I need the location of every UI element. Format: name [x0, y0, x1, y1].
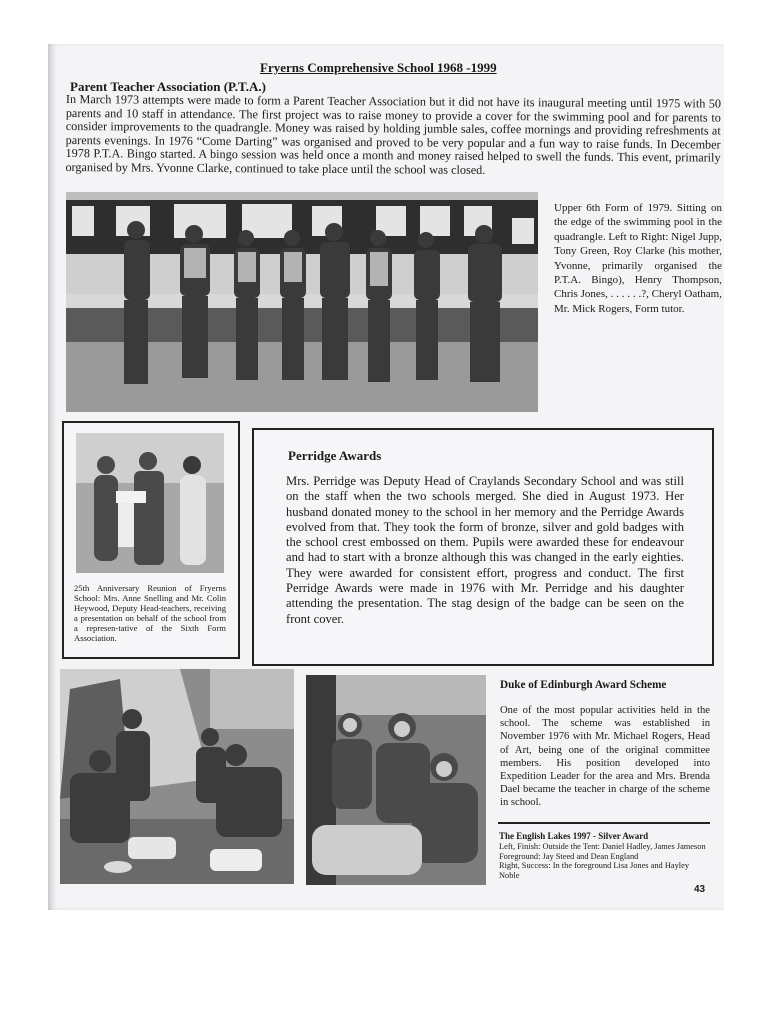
lakes-caption-line-right: Right, Success: In the foreground Lisa Jones and Hayley Noble — [499, 861, 690, 880]
duke-of-edinburgh-heading: Duke of Edinburgh Award Scheme — [500, 679, 667, 691]
page-title: Fryerns Comprehensive School 1968 -1999 — [260, 60, 497, 75]
lakes-success-photo — [306, 675, 486, 885]
reunion-photo-box — [62, 421, 240, 659]
perridge-awards-paragraph: Mrs. Perridge was Deputy Head of Craylands Secondary School and was still on the staff when the two schools merged. She died in August 1973. Her husband donated money to the school in her memory and the Perridge Awards evolved from that. They took the form of bronze, silver and gold badges with the school crest embossed on them. Pupils were awarded these for endeavour and had to start with a bronze although this was changed in the early eighties. They were awarded for consistent effort, progress and conduct. The first Perridge Awards were made in 1976 with Mr. Perridge and his daughter attending the presentation. The stag design of the badge can be seen on the front cover. — [286, 474, 684, 626]
reunion-caption: 25th Anniversary Reunion of Fryerns School: Mrs. Anne Snelling and Mr. Colin Heywood, Deputy Head-teachers, receiving a presentation on behalf of the school from a represen-tative of the Sixth Form Association. — [74, 583, 226, 643]
lakes-caption-line-left: Left, Finish: Outside the Tent: Daniel Hadley, James Jameson Foreground: Jay Steed and Dean England — [499, 842, 706, 861]
perridge-awards-heading: Perridge Awards — [288, 448, 382, 463]
sixth-form-photo — [66, 192, 538, 412]
page-number: 43 — [694, 884, 706, 895]
sixth-form-caption: Upper 6th Form of 1979. Sitting on the edge of the swimming pool in the quadrangle. Left to Right: Nigel Jupp, Tony Green, Roy Clarke (his mother, Yvonne, primarily organised the P.T.A. Bingo), Henry Thompson, Chris Jones, . . . . . .?, Cheryl Oatham, Mr. Mick Rogers, Form tutor. — [554, 202, 722, 315]
lakes-finish-photo — [60, 669, 294, 884]
pta-heading: Parent Teacher Association (P.T.A.) — [70, 79, 266, 94]
lakes-caption — [499, 842, 709, 880]
perridge-awards-box — [252, 428, 714, 666]
reunion-photo — [76, 433, 224, 573]
lakes-caption-title: The English Lakes 1997 - Silver Award — [499, 831, 649, 841]
duke-of-edinburgh-paragraph: One of the most popular activities held in the school. The scheme was established in November 1976 with Mr. Michael Rogers, Head of Art, being one of the original committee members. His position developed into Expedition Leader for the area and Mrs. Brenda Dael became the teacher in charge of the scheme in school. — [500, 705, 710, 809]
book-page — [48, 44, 724, 910]
pta-paragraph: In March 1973 attempts were made to form a Parent Teacher Association but it did not have its inaugural meeting until 1975 with 50 parents and 10 staff in attendance. The first project was to raise money to provide a cover for the swimming pool and for parents to consider improvements to the quadrangle. Money was raised by holding jumble sales, coffee mornings and providing refreshments at parents evenings. In 1976 “Come Darting” was organised and proved to be very popular and a fun way to raise funds. In December 1978 P.T.A. Bingo started. A bingo session was held once a month and money raised helped to swell the funds. This event, primarily organised by Mrs. Yvonne Clarke, continued to take place until the school was closed. — [65, 92, 721, 177]
divider — [498, 822, 710, 824]
